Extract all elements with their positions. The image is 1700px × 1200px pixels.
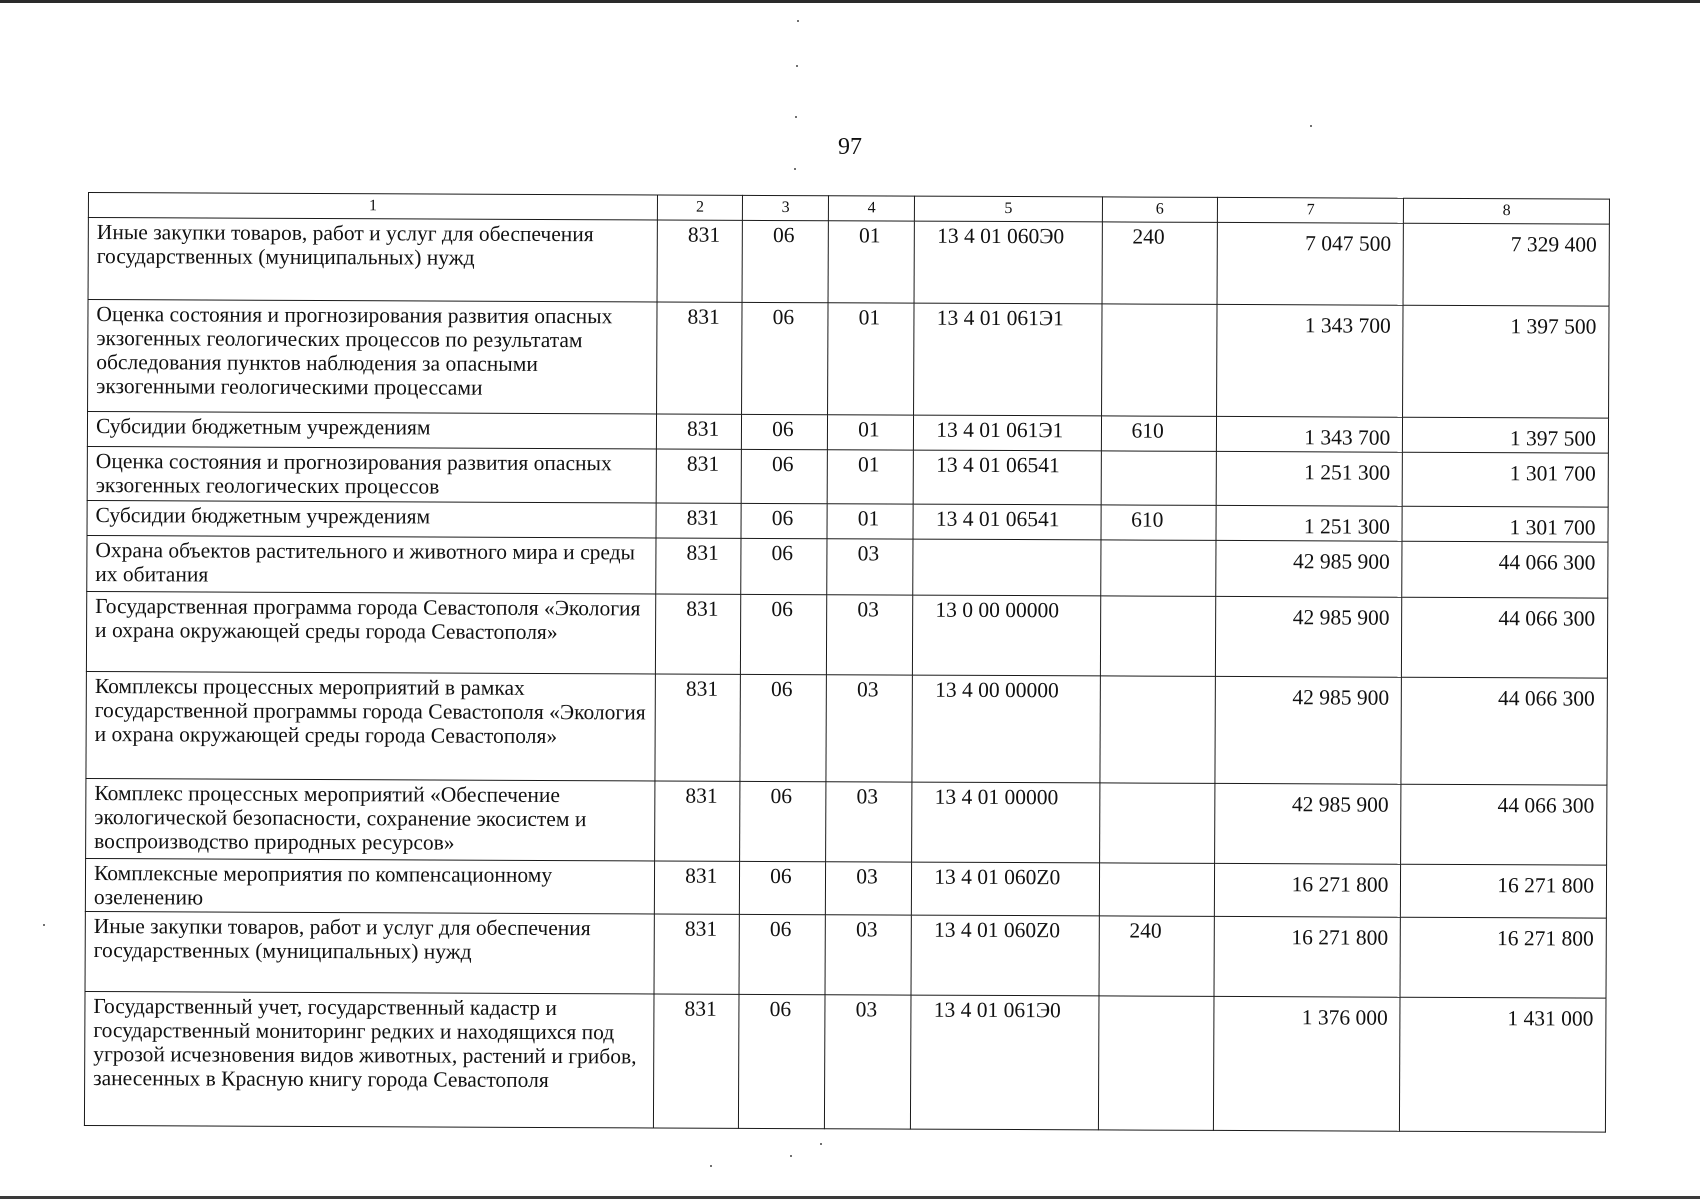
row-amount-year2-cell: 1 397 500 bbox=[1403, 305, 1609, 418]
row-amount-year2-cell: 16 271 800 bbox=[1400, 917, 1606, 998]
table-body bbox=[84, 218, 1609, 1133]
row-target-article-cell: 13 4 01 00000 bbox=[912, 782, 1100, 863]
row-target-article-cell: 13 4 00 00000 bbox=[912, 675, 1100, 783]
table-row bbox=[85, 858, 1606, 918]
row-target-article-cell: 13 4 01 061Э1 bbox=[914, 415, 1101, 451]
row-expense-type-cell bbox=[1099, 783, 1215, 864]
row-section-cell: 06 bbox=[739, 914, 825, 994]
scan-top-edge bbox=[0, 0, 1700, 3]
row-target-article-cell: 13 4 01 061Э1 bbox=[914, 303, 1102, 416]
row-amount-year1-cell: 42 985 900 bbox=[1215, 783, 1402, 864]
row-expense-type-cell: 610 bbox=[1101, 505, 1217, 541]
row-name-cell: Комплексы процессных мероприятий в рамках государственной программы города Севастополя «Экология и охрана окружающей среды города Севастополя» bbox=[86, 671, 656, 780]
row-name-cell: Субсидии бюджетным учреждениям bbox=[87, 500, 656, 537]
row-amount-year1-cell: 1 343 700 bbox=[1216, 416, 1402, 452]
row-amount-year1-cell: 1 251 300 bbox=[1216, 451, 1403, 506]
row-target-article-cell: 13 4 01 06541 bbox=[913, 504, 1100, 540]
row-amount-year2-cell: 1 301 700 bbox=[1402, 506, 1608, 542]
row-grbs-cell: 831 bbox=[656, 449, 741, 503]
row-grbs-cell: 831 bbox=[655, 781, 740, 861]
scan-bottom-edge bbox=[0, 1196, 1700, 1199]
header-cell: 5 bbox=[915, 196, 1102, 222]
header-cell: 7 bbox=[1217, 197, 1403, 223]
scan-speck bbox=[797, 20, 799, 22]
row-amount-year1-cell: 16 271 800 bbox=[1214, 863, 1401, 917]
row-amount-year1-cell: 1 376 000 bbox=[1213, 996, 1400, 1131]
scan-speck bbox=[710, 1165, 712, 1167]
row-target-article-cell: 13 4 01 060Z0 bbox=[912, 862, 1100, 916]
header-cell: 8 bbox=[1404, 198, 1610, 224]
row-expense-type-cell bbox=[1101, 304, 1217, 417]
scan-speck bbox=[1310, 125, 1312, 127]
row-expense-type-cell bbox=[1100, 676, 1216, 784]
row-grbs-cell: 831 bbox=[655, 594, 740, 674]
header-cell: 3 bbox=[743, 195, 829, 220]
row-target-article-cell: 13 4 01 06541 bbox=[913, 450, 1101, 505]
row-expense-type-cell bbox=[1099, 863, 1215, 917]
row-expense-type-cell: 240 bbox=[1099, 916, 1215, 997]
row-grbs-cell: 831 bbox=[657, 302, 743, 414]
row-name-cell: Комплекс процессных мероприятий «Обеспечение экологической безопасности, сохранение экосистем и воспроизводство природных ресурсов» bbox=[86, 778, 655, 860]
scan-speck bbox=[790, 1155, 792, 1157]
row-grbs-cell: 831 bbox=[657, 220, 742, 302]
row-amount-year1-cell: 1 343 700 bbox=[1217, 304, 1404, 417]
row-name-cell: Охрана объектов растительного и животного мира и среды их обитания bbox=[87, 535, 656, 593]
row-name-cell: Комплексные мероприятия по компенсационному озеленению bbox=[85, 858, 654, 913]
table-row bbox=[87, 535, 1608, 598]
row-section-cell: 06 bbox=[740, 861, 826, 914]
row-amount-year2-cell: 16 271 800 bbox=[1401, 864, 1607, 918]
table-row bbox=[85, 911, 1606, 998]
row-section-cell: 06 bbox=[741, 594, 827, 674]
table-row bbox=[86, 591, 1607, 678]
scan-speck bbox=[796, 65, 798, 67]
row-target-article-cell: 13 4 01 060Z0 bbox=[911, 915, 1099, 996]
row-amount-year2-cell: 1 301 700 bbox=[1403, 452, 1609, 507]
row-section-cell: 06 bbox=[742, 220, 828, 302]
row-name-cell: Государственная программа города Севастополя «Экология и охрана окружающей среды города Севастополя» bbox=[86, 591, 655, 673]
row-section-cell: 06 bbox=[741, 449, 827, 503]
row-amount-year1-cell: 1 251 300 bbox=[1216, 505, 1402, 541]
row-subsection-cell: 03 bbox=[827, 539, 913, 595]
header-cell: 6 bbox=[1102, 197, 1218, 223]
row-grbs-cell: 831 bbox=[654, 914, 739, 994]
row-expense-type-cell: 240 bbox=[1102, 222, 1218, 305]
scan-speck bbox=[795, 116, 797, 118]
row-subsection-cell: 01 bbox=[828, 415, 914, 450]
row-subsection-cell: 03 bbox=[825, 995, 912, 1129]
row-amount-year1-cell: 42 985 900 bbox=[1216, 540, 1403, 597]
row-target-article-cell: 13 0 00 00000 bbox=[913, 595, 1101, 676]
row-amount-year2-cell: 1 397 500 bbox=[1403, 417, 1609, 453]
row-subsection-cell: 03 bbox=[826, 862, 912, 915]
budget-table bbox=[84, 192, 1610, 1133]
row-name-cell: Иные закупки товаров, работ и услуг для обеспечения государственных (муниципальных) нужд bbox=[88, 218, 657, 302]
row-name-cell: Государственный учет, государственный кадастр и государственный мониторинг редких и находящихся под угрозой исчезновения видов животных, растений и грибов, занесенных в Красную книгу города Севастополя bbox=[84, 991, 654, 1127]
row-subsection-cell: 01 bbox=[828, 303, 915, 415]
row-subsection-cell: 03 bbox=[826, 782, 912, 862]
row-expense-type-cell bbox=[1100, 596, 1216, 677]
row-grbs-cell: 831 bbox=[656, 503, 741, 538]
row-name-cell: Иные закупки товаров, работ и услуг для обеспечения государственных (муниципальных) нужд bbox=[85, 911, 654, 993]
table-row bbox=[87, 446, 1608, 507]
row-subsection-cell: 03 bbox=[826, 675, 913, 782]
row-subsection-cell: 01 bbox=[827, 450, 913, 504]
scan-speck bbox=[43, 924, 45, 926]
row-amount-year2-cell: 1 431 000 bbox=[1400, 997, 1606, 1132]
row-amount-year2-cell: 44 066 300 bbox=[1401, 677, 1607, 785]
header-cell: 1 bbox=[88, 193, 657, 220]
row-grbs-cell: 831 bbox=[654, 994, 740, 1128]
scan-speck bbox=[794, 168, 796, 170]
page-number: 97 bbox=[838, 134, 862, 160]
row-grbs-cell: 831 bbox=[654, 861, 739, 914]
row-subsection-cell: 03 bbox=[825, 915, 911, 995]
row-section-cell: 06 bbox=[740, 674, 827, 781]
row-grbs-cell: 831 bbox=[655, 674, 741, 781]
row-grbs-cell: 831 bbox=[656, 538, 741, 594]
header-cell: 4 bbox=[829, 196, 915, 221]
row-name-cell: Субсидии бюджетным учреждениям bbox=[87, 412, 656, 449]
row-target-article-cell: 13 4 01 061Э0 bbox=[911, 995, 1099, 1130]
row-expense-type-cell bbox=[1100, 540, 1216, 597]
row-amount-year2-cell: 7 329 400 bbox=[1403, 223, 1609, 306]
row-section-cell: 06 bbox=[742, 414, 828, 449]
row-amount-year1-cell: 7 047 500 bbox=[1217, 222, 1404, 305]
table-row bbox=[84, 991, 1606, 1132]
row-name-cell: Оценка состояния и прогнозирования развития опасных экзогенных геологических процессов bbox=[87, 446, 656, 502]
row-subsection-cell: 03 bbox=[827, 595, 913, 675]
row-grbs-cell: 831 bbox=[656, 414, 741, 449]
row-subsection-cell: 01 bbox=[828, 221, 914, 303]
row-section-cell: 06 bbox=[741, 538, 827, 594]
row-amount-year2-cell: 44 066 300 bbox=[1402, 541, 1608, 598]
row-amount-year2-cell: 44 066 300 bbox=[1402, 597, 1608, 678]
scan-speck bbox=[820, 1143, 822, 1145]
table-row bbox=[86, 671, 1607, 785]
table-row bbox=[86, 778, 1607, 865]
row-target-article-cell: 13 4 01 060Э0 bbox=[914, 221, 1102, 304]
row-amount-year1-cell: 16 271 800 bbox=[1214, 916, 1401, 997]
row-target-article-cell bbox=[913, 539, 1101, 596]
row-section-cell: 06 bbox=[741, 503, 827, 538]
row-expense-type-cell: 610 bbox=[1101, 416, 1217, 452]
row-section-cell: 06 bbox=[740, 781, 826, 861]
table-row bbox=[88, 300, 1609, 419]
row-subsection-cell: 01 bbox=[827, 504, 913, 539]
table-row bbox=[88, 218, 1609, 307]
row-amount-year1-cell: 42 985 900 bbox=[1215, 676, 1402, 784]
row-name-cell: Оценка состояния и прогнозирования развития опасных экзогенных геологических процессов по результатам обследования пунктов наблюдения за опасными экзогенными геологическими процессами bbox=[88, 300, 658, 414]
header-cell: 2 bbox=[657, 195, 742, 220]
row-expense-type-cell bbox=[1098, 996, 1214, 1131]
row-amount-year2-cell: 44 066 300 bbox=[1401, 784, 1607, 865]
row-expense-type-cell bbox=[1101, 451, 1217, 506]
row-section-cell: 06 bbox=[742, 302, 829, 414]
row-amount-year1-cell: 42 985 900 bbox=[1215, 596, 1402, 677]
row-section-cell: 06 bbox=[739, 994, 826, 1128]
